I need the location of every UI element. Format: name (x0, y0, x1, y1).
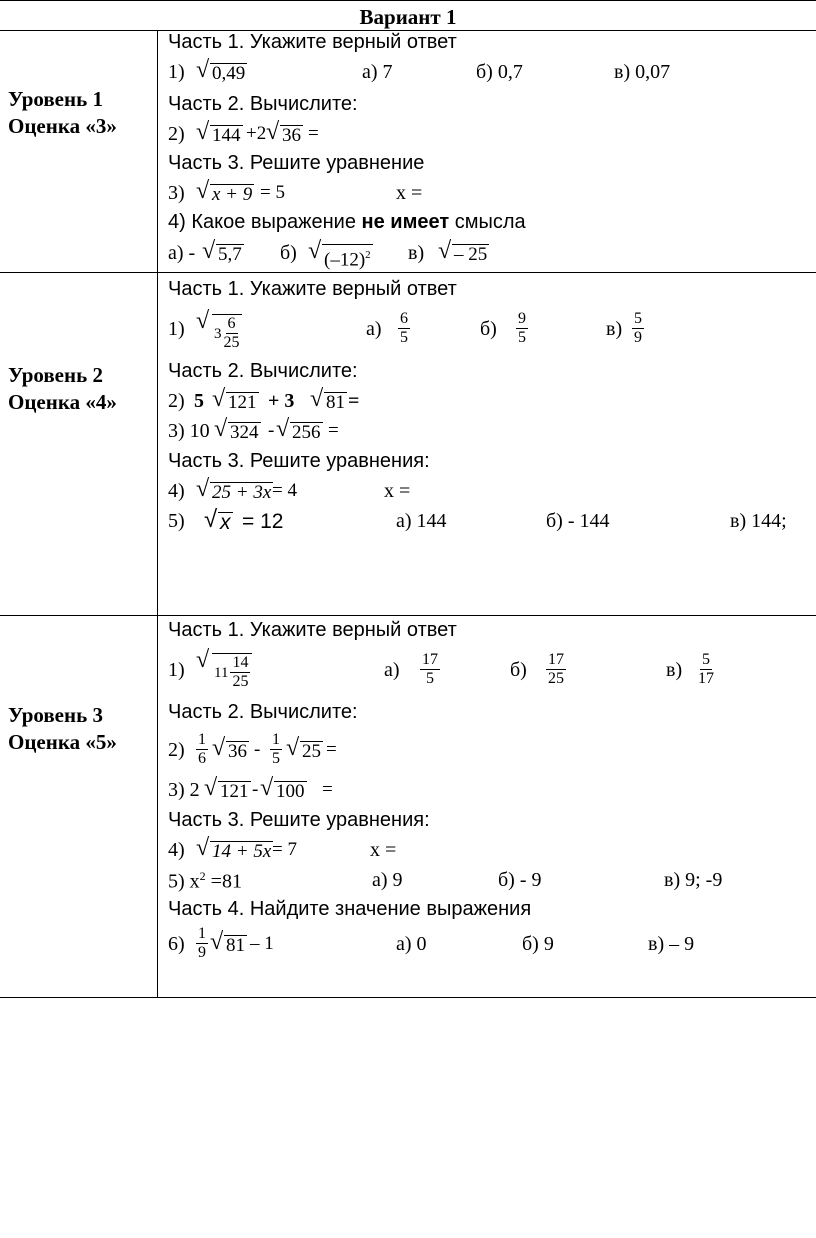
option-c: в) (606, 318, 623, 340)
row3-bottom-border (0, 997, 816, 998)
part-heading: Часть 2. Вычислите: (168, 701, 358, 723)
row2-bottom-border (0, 615, 816, 616)
sqrt-expression: √ 0,49 (196, 61, 247, 85)
part-heading: Часть 3. Решите уравнение (168, 152, 425, 174)
option-c: в) (666, 659, 683, 681)
operator: +2 (246, 123, 267, 144)
part-heading: Часть 1. Укажите верный ответ (168, 278, 457, 300)
answer-blank: x = (384, 480, 411, 502)
level-3-label (8, 702, 117, 756)
option-c: в) 144; (730, 510, 787, 532)
expression-tail: – 1 (250, 933, 274, 954)
part-heading: Часть 3. Решите уравнения: (168, 450, 430, 472)
equals: = (348, 390, 360, 412)
level-label: Уровень 1 (8, 87, 103, 111)
option-b: б) - 144 (546, 510, 610, 532)
part-heading: Часть 2. Вычислите: (168, 93, 358, 115)
task-number: 6) (168, 933, 185, 955)
coefficient: 5 (194, 390, 204, 412)
level-2-label (8, 362, 117, 416)
equation-rhs: = 12 (242, 510, 284, 533)
option-c: в) 0,07 (614, 61, 671, 83)
option-b: б) 0,7 (476, 61, 523, 83)
option-b: б) (480, 318, 497, 340)
option-b: б) (280, 242, 297, 264)
equals: = (326, 739, 337, 760)
task-number: 3) (168, 182, 185, 204)
option-a: а) (384, 659, 400, 681)
equals: = (308, 123, 319, 144)
column-divider (157, 30, 158, 997)
option-a: а) (366, 318, 382, 340)
operator: + 3 (268, 390, 295, 412)
grade-label: Оценка «5» (8, 730, 117, 754)
operator: - (252, 779, 259, 800)
task-number: 5) (168, 510, 185, 532)
task-number: 2) (168, 739, 185, 761)
equation-rhs: = 4 (272, 480, 297, 501)
equation-rhs: = 5 (260, 182, 285, 203)
level-1-label (8, 86, 117, 140)
level-label: Уровень 2 (8, 363, 103, 387)
task-number: 1) (168, 318, 185, 340)
task-number: 1) (168, 61, 185, 83)
option-b: б) - 9 (498, 869, 542, 891)
grade-label: Оценка «3» (8, 114, 117, 138)
part-heading: Часть 3. Решите уравнения: (168, 809, 430, 831)
option-b: б) (510, 659, 527, 681)
option-c: в) – 9 (648, 933, 695, 955)
option-a: а) 144 (396, 510, 447, 532)
part-heading: Часть 4. Найдите значение выражения (168, 898, 532, 920)
table-top-border (0, 0, 816, 1)
equals: = (322, 779, 333, 800)
option-b: б) 9 (522, 933, 554, 955)
equation-rhs: = 7 (272, 839, 297, 860)
task-number: 1) (168, 659, 185, 681)
operator: - (268, 420, 275, 441)
task-expression: 5) $x^2 =81$ (168, 869, 242, 893)
level-label: Уровень 3 (8, 703, 103, 727)
option-c: в) 9; -9 (664, 869, 723, 891)
part-heading: Часть 1. Укажите верный ответ (168, 31, 457, 53)
task-number: 3) 10 (168, 420, 210, 442)
row1-bottom-border (0, 272, 816, 273)
worksheet: Вариант 1 Уровень 1 Оценка «3» Часть 1. Укажите верный ответ 1) √ 0,49 а) 7 б) 0,7 в) 0,07 Часть 2. Вычислите: 2) √ 144 +2 √ 36 = Часть 3. Решите уравнение 3) √ x + 9 = 5 x = 4) Какое выражение не имеет смысла а) - √ 5,7 б) √ $(-12)^2$ в) √ – 25 Уровень 2 Оценка «4» Часть 1. Укажите верный ответ 1) √ 3 $\frac{6}{25}$ а) $\frac{6}{5}$ б) $\frac{9}{5}$ в) $\frac{5}{9}$ Часть 2. Вычислите: 2) 5 √ 121 + 3 √ 81 = 3) 10 √ 324 - √ 256 = Часть 3. Решите уравнения: 4) √ 25 + 3x = 4 x = 5) √ x = 12 а) 144 б) - 144 в) 144; Уровень 3 Оценка «5» Часть 1. Укажите верный ответ 1) √ 11 $\frac{14}{25}$ а) $\frac{17}{5}$ б) $\frac{17}{25}$ в) $\frac{5}{17}$ Часть 2. Вычислите: 2) $\frac{1}{6}$ √ 36 - $\frac{1}{5}$ √ 25 = 3) 2 √ 121 - √ 100 = Часть 3. Решите уравнения: 4) √ 14 + 5x = 7 x = 5) $x^2 =81$ а) 9 б) - 9 в) 9; -9 Часть 4. Найдите значение выражения 6) $\frac{1}{9}$ √ 81 – 1 а) 0 б) 9 в) – 9 (0, 0, 816, 1238)
equals: = (328, 420, 339, 441)
answer-blank: x = (370, 839, 397, 861)
part-heading: Часть 2. Вычислите: (168, 360, 358, 382)
task-4-question: 4) Какое выражение не имеет смысла (168, 211, 526, 233)
option-a: а) - (168, 242, 196, 264)
operator: - (254, 739, 261, 760)
option-a: а) 7 (362, 61, 393, 83)
task-number: 4) (168, 480, 185, 502)
task-number: 2) (168, 123, 185, 145)
variant-title: Вариант 1 (359, 5, 457, 29)
part-heading: Часть 1. Укажите верный ответ (168, 619, 457, 641)
option-a: а) 0 (396, 933, 427, 955)
option-a: а) 9 (372, 869, 403, 891)
grade-label: Оценка «4» (8, 390, 117, 414)
task-number: 3) 2 (168, 779, 200, 801)
task-number: 2) (168, 390, 185, 412)
task-number: 4) (168, 839, 185, 861)
answer-blank: x = (396, 182, 423, 204)
option-c: в) (408, 242, 425, 264)
